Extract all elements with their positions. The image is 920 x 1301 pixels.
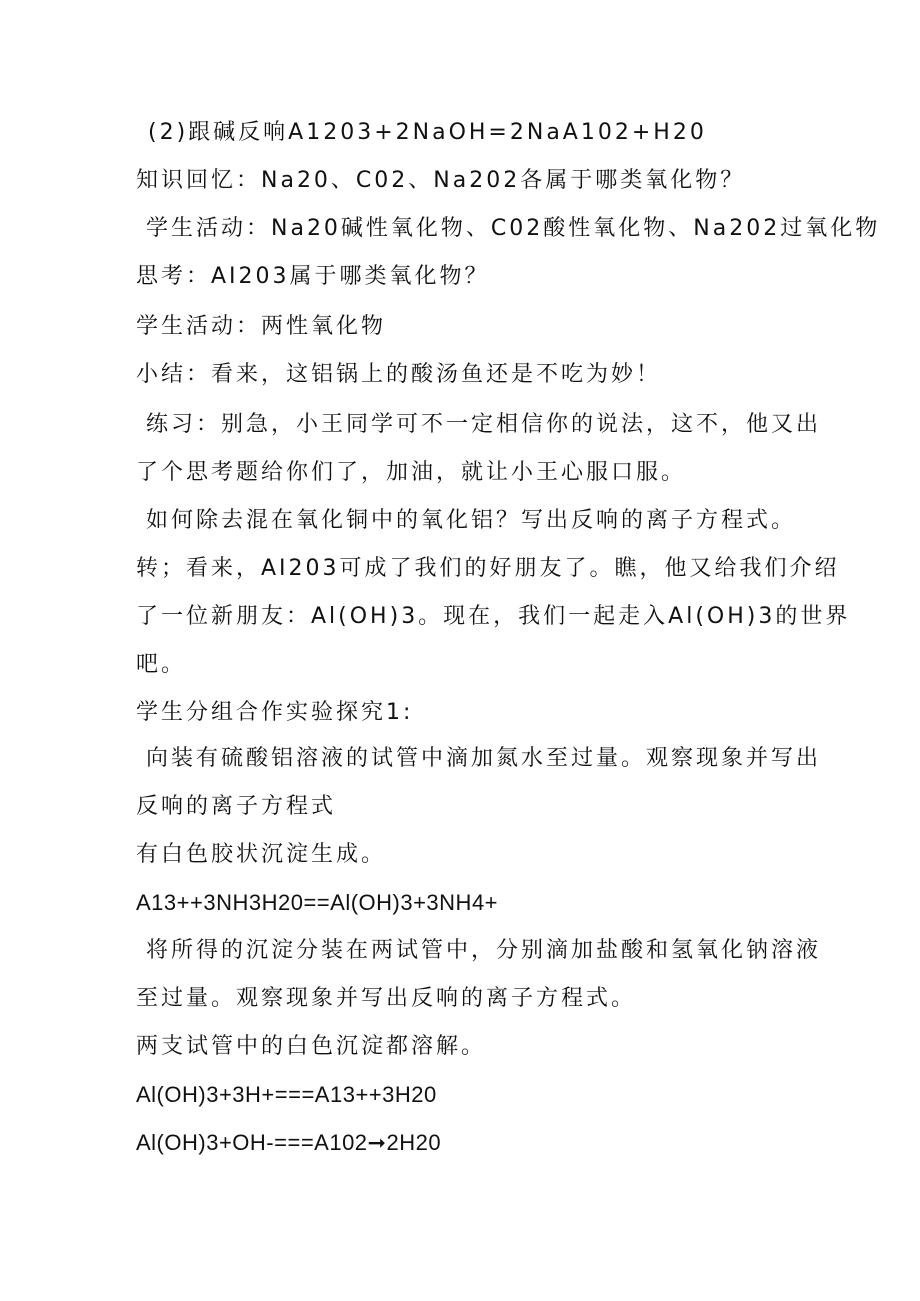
text-line: 两支试管中的白色沉淀都溶解。 xyxy=(136,1034,487,1059)
text-line: 学生分组合作实验探究1: xyxy=(136,700,414,725)
text-line: 知识回忆：Na20、C02、Na202各属于哪类氧化物？ xyxy=(136,168,746,193)
text-line: 将所得的沉淀分装在两试管中，分别滴加盐酸和氢氧化钠溶液 xyxy=(146,938,822,963)
text-line: 转；看来，AI203可成了我们的好朋友了。瞧，他又给我们介绍 xyxy=(136,556,840,581)
text-line: 学生活动：Na20碱性氧化物、C02酸性氧化物、Na202过氧化物 xyxy=(146,216,881,241)
text-line: A13++3NH3H20==Al(OH)3+3NH4+ xyxy=(136,890,499,915)
text-line: 吧。 xyxy=(136,652,187,677)
text-line: 思考：AI203属于哪类氧化物？ xyxy=(136,264,490,289)
text-line: 至过量。观察现象并写出反响的离子方程式。 xyxy=(136,986,637,1011)
text-line: 小结：看来，这铝锅上的酸汤鱼还是不吃为妙！ xyxy=(136,362,662,387)
text-line: 向装有硫酸铝溶液的试管中滴加氮水至过量。观察现象并写出 xyxy=(146,746,822,771)
text-line: (2)跟碱反响A1203+2NaOH=2NaA102+H20 xyxy=(148,120,707,145)
text-line: 有白色胶状沉淀生成。 xyxy=(136,842,387,867)
text-line: 了一位新朋友：Al(OH)3。现在，我们一起走入Al(OH)3的世界 xyxy=(136,604,851,629)
text-line: Al(OH)3+OH-===A102➞2H20 xyxy=(136,1130,442,1155)
text-line: 学生活动：两性氧化物 xyxy=(136,314,387,339)
text-line: 了个思考题给你们了，加油，就让小王心服口服。 xyxy=(136,460,687,485)
text-line: 练习：别急，小王同学可不一定相信你的说法，这不，他又出 xyxy=(146,412,822,437)
text-line: Al(OH)3+3H+===A13++3H20 xyxy=(136,1082,437,1107)
text-line: 反响的离子方程式 xyxy=(136,794,337,819)
text-line: 如何除去混在氧化铜中的氧化铝？写出反响的离子方程式。 xyxy=(146,508,797,533)
